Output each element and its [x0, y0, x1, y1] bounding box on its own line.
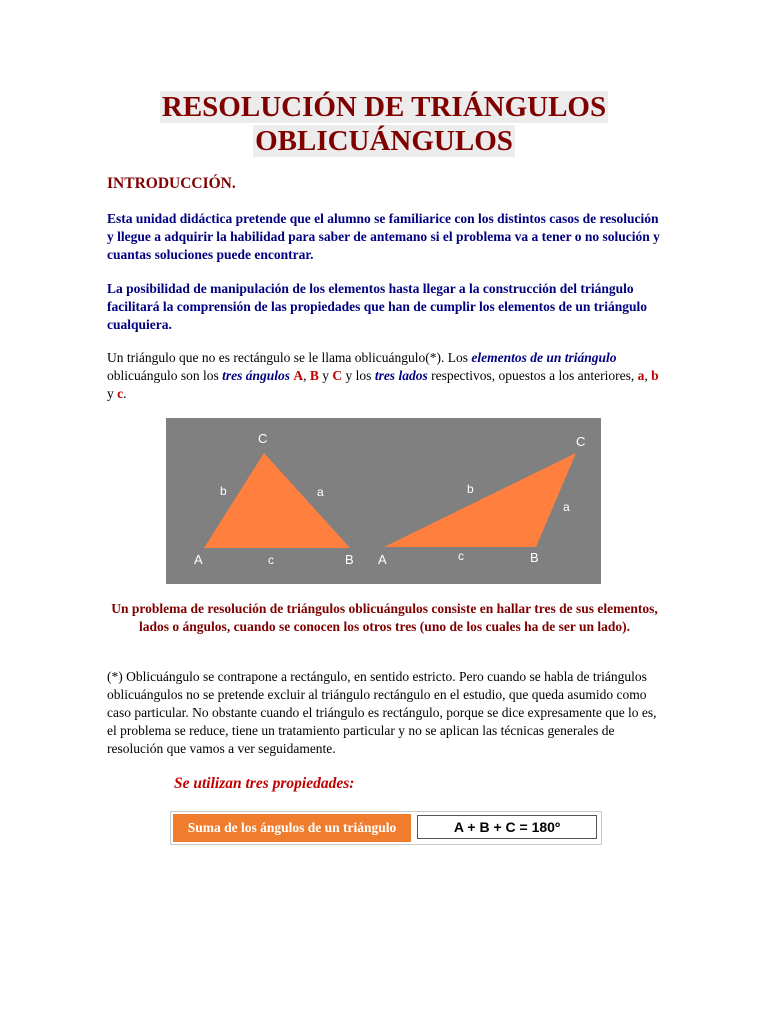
definition-text: respectivos, opuestos a los anteriores, [427, 368, 638, 383]
side-c-label: c [117, 386, 124, 401]
triangle-2-side-b: b [467, 482, 474, 496]
triangle-2-vertex-c: C [576, 434, 586, 449]
intro-heading: INTRODUCCIÓN. [107, 175, 236, 192]
definition-paragraph [107, 349, 667, 403]
triangle-1 [204, 453, 350, 548]
angle-a-label: A [293, 368, 304, 383]
triangle-1-side-b: b [220, 484, 227, 498]
side-a-label: a [637, 368, 645, 383]
title-line-1: RESOLUCIÓN DE TRIÁNGULOS [161, 91, 607, 123]
definition-text: , [303, 368, 310, 383]
triangle-2-side-a: a [563, 500, 570, 514]
angles-term: tres ángulos [222, 368, 291, 383]
definition-text: , [644, 368, 652, 383]
definition-text: y [107, 386, 118, 401]
properties-table [170, 811, 602, 845]
definition-text: oblicuángulo son los [107, 368, 223, 383]
triangles-figure [166, 418, 601, 584]
intro-paragraph-2: La posibilidad de manipulación de los elementos hasta llegar a la construcción del triángulo facilitará la comprensión de las propiedades que han de cumplir los elementos de un triángulo cualquiera. [107, 281, 648, 332]
angle-b-label: B [309, 368, 319, 383]
triangle-1-vertex-b: B [345, 552, 354, 567]
triangle-2 [384, 453, 576, 547]
property-formula: A + B + C = 180º [417, 815, 597, 839]
triangle-2-vertex-a: A [378, 552, 387, 567]
definition-text: Un triángulo que no es rectángulo se le llama oblicuángulo(*). Los [107, 350, 472, 365]
side-b-label: b [651, 368, 659, 383]
definition-text: . [123, 386, 127, 401]
intro-paragraph-1: Esta unidad didáctica pretende que el alumno se familiarice con los distintos casos de resolución y llegue a adquirir la habilidad para saber de antemano si el problema va a tener o no solución y cuantas soluciones puede encontrar. [107, 211, 660, 262]
title-line-2: OBLICUÁNGULOS [255, 125, 513, 157]
elements-term: elementos de un triángulo [471, 350, 617, 365]
page-title [0, 90, 768, 158]
triangle-2-side-c: c [458, 549, 464, 563]
triangle-1-side-c: c [268, 553, 274, 567]
definition-text: y [318, 368, 333, 383]
triangle-1-vertex-c: C [258, 431, 268, 446]
problem-statement: Un problema de resolución de triángulos oblicuángulos consiste en hallar tres de sus elementos, lados o ángulos, cuando se conocen los otros tres (uno de los cuales ha de ser un lado). [111, 601, 658, 634]
triangle-2-vertex-b: B [530, 550, 539, 565]
triangle-1-vertex-a: A [194, 552, 203, 567]
properties-heading: Se utilizan tres propiedades: [174, 775, 355, 792]
footnote: (*) Oblicuángulo se contrapone a rectángulo, en sentido estricto. Pero cuando se habla de triángulos oblicuángulos no se pretende excluir al triángulo rectángulo en el estudio, que queda asumido como caso particular. No obstante cuando el triángulo es rectángulo, porque se dice expresamente que lo es, el problema se reduce, tiene un tratamiento particular y no se aplican las técnicas generales de resolución que vamos a ver seguidamente. [107, 669, 657, 756]
property-name: Suma de los ángulos de un triángulo [173, 814, 411, 842]
triangles-diagram [166, 418, 601, 584]
angle-c-label: C [332, 368, 343, 383]
triangle-1-side-a: a [317, 485, 324, 499]
definition-text: y los [342, 368, 375, 383]
sides-term: tres lados [374, 368, 428, 383]
